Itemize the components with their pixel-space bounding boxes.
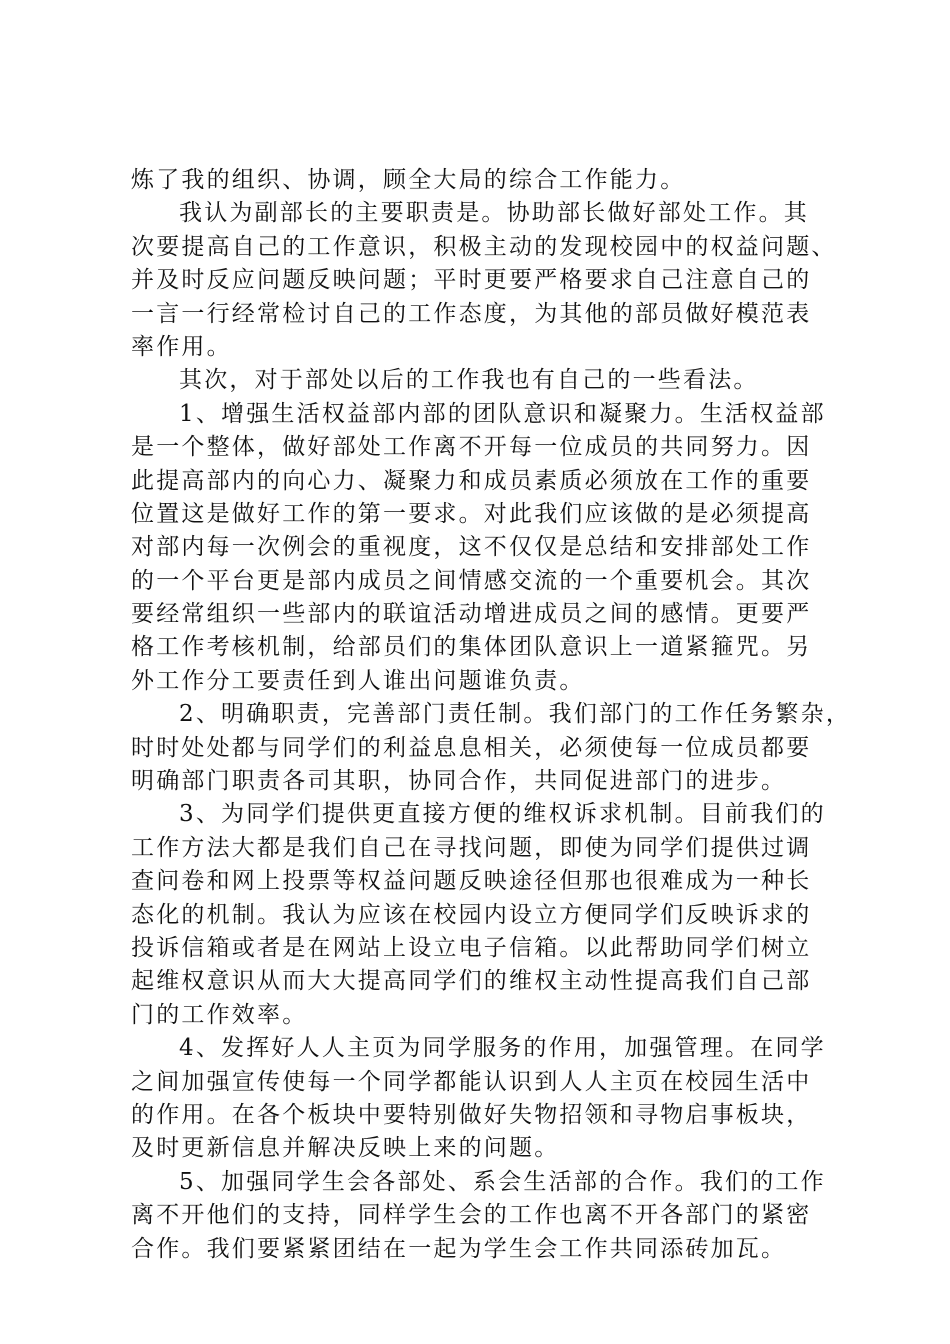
text-line: 门的工作效率。 bbox=[131, 1001, 308, 1028]
text-line: 此提高部内的向心力、凝聚力和成员素质必须放在工作的重要 bbox=[131, 467, 812, 494]
text-line: 率作用。 bbox=[131, 333, 232, 360]
text-line: 的作用。在各个板块中要特别做好失物招领和寻物启事板块， bbox=[131, 1101, 812, 1128]
text-line: 炼了我的组织、协调，顾全大局的综合工作能力。 bbox=[131, 167, 686, 193]
text-line: 1、增强生活权益部内部的团队意识和凝聚力。生活权益部 bbox=[179, 400, 826, 427]
document-body bbox=[131, 164, 852, 1266]
text-line: 的一个平台更是部内成员之间情感交流的一个重要机会。其次 bbox=[131, 567, 812, 594]
text-line: 明确部门职责各司其职，协同合作，共同促进部门的进步。 bbox=[131, 768, 787, 795]
text-line: 时时处处都与同学们的利益息息相关，必须使每一位成员都要 bbox=[131, 734, 812, 761]
text-line: 工作方法大都是我们自己在寻找问题，即使为同学们提供过调 bbox=[131, 834, 812, 861]
text-line: 要经常组织一些部内的联谊活动增进成员之间的感情。更要严 bbox=[131, 601, 812, 628]
text-line: 投诉信箱或者是在网站上设立电子信箱。以此帮助同学们树立 bbox=[131, 934, 812, 961]
text-line: 次要提高自己的工作意识，积极主动的发现校园中的权益问题、 bbox=[131, 233, 837, 260]
text-line: 一言一行经常检讨自己的工作态度，为其他的部员做好模范表 bbox=[131, 300, 812, 327]
text-line: 合作。我们要紧紧团结在一起为学生会工作共同添砖加瓦。 bbox=[131, 1235, 787, 1262]
text-line: 位置这是做好工作的第一要求。对此我们应该做的是必须提高 bbox=[131, 500, 812, 527]
text-line: 2、明确职责，完善部门责任制。我们部门的工作任务繁杂， bbox=[179, 701, 852, 728]
text-line: 查问卷和网上投票等权益问题反映途径但那也很难成为一种长 bbox=[131, 868, 812, 895]
text-line: 外工作分工要责任到人谁出问题谁负责。 bbox=[131, 667, 585, 694]
text-line: 是一个整体，做好部处工作离不开每一位成员的共同努力。因 bbox=[131, 434, 812, 461]
text-line: 态化的机制。我认为应该在校园内设立方便同学们反映诉求的 bbox=[131, 901, 812, 928]
text-line: 并及时反应问题反映问题；平时更要严格要求自己注意自己的 bbox=[131, 267, 812, 294]
text-line: 之间加强宣传使每一个同学都能认识到人人主页在校园生活中 bbox=[131, 1068, 812, 1095]
text-line: 3、为同学们提供更直接方便的维权诉求机制。目前我们的 bbox=[179, 801, 826, 828]
text-line: 及时更新信息并解决反映上来的问题。 bbox=[131, 1135, 560, 1162]
text-line: 4、发挥好人人主页为同学服务的作用，加强管理。在同学 bbox=[179, 1035, 826, 1062]
text-line: 离不开他们的支持，同样学生会的工作也离不开各部门的紧密 bbox=[131, 1202, 812, 1229]
text-line: 起维权意识从而大大提高同学们的维权主动性提高我们自己部 bbox=[131, 968, 812, 995]
text-line: 我认为副部长的主要职责是。协助部长做好部处工作。其 bbox=[179, 200, 809, 227]
text-line: 5、加强同学生会各部处、系会生活部的合作。我们的工作 bbox=[179, 1168, 826, 1195]
text-line: 格工作考核机制，给部员们的集体团队意识上一道紧箍咒。另 bbox=[131, 634, 812, 661]
text-line: 对部内每一次例会的重视度，这不仅仅是总结和安排部处工作 bbox=[131, 534, 812, 561]
text-line: 其次，对于部处以后的工作我也有自己的一些看法。 bbox=[179, 367, 759, 394]
